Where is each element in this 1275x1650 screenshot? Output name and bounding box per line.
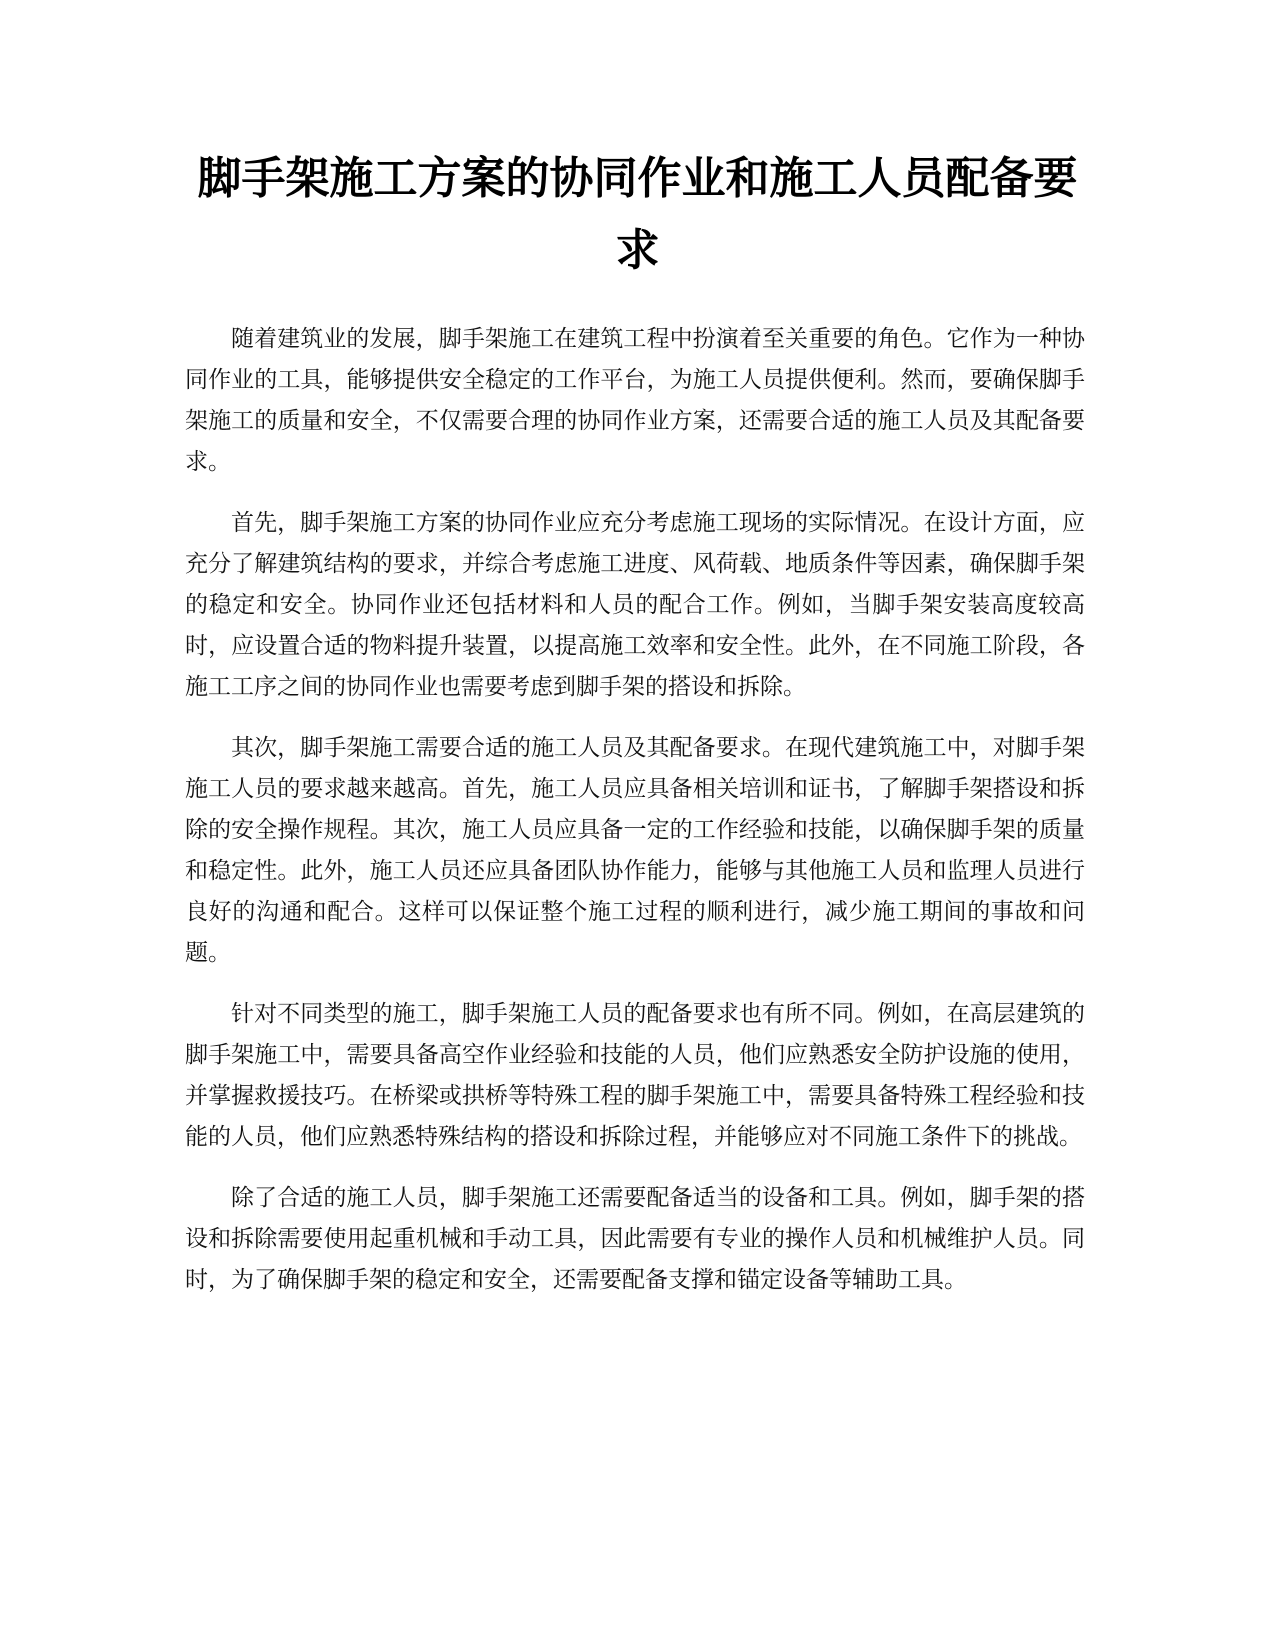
document-title: 脚手架施工方案的协同作业和施工人员配备要求 [197,153,1078,276]
paragraph-2: 首先，脚手架施工方案的协同作业应充分考虑施工现场的实际情况。在设计方面，应充分了解建筑结构的要求，并综合考虑施工进度、风荷载、地质条件等因素，确保脚手架的稳定和安全。协同作业还包括材料和人员的配合工作。例如，当脚手架安装高度较高时，应设置合适的物料提升装置，以提高施工效率和安全性。此外，在不同施工阶段，各施工工序之间的协同作业也需要考虑到脚手架的搭设和拆除。 [185,510,1085,700]
document-body [185,319,1085,1321]
paragraph-1: 随着建筑业的发展，脚手架施工在建筑工程中扮演着至关重要的角色。它作为一种协同作业的工具，能够提供安全稳定的工作平台，为施工人员提供便利。然而，要确保脚手架施工的质量和安全，不仅需要合理的协同作业方案，还需要合适的施工人员及其配备要求。 [185,326,1085,475]
paragraph-3: 其次，脚手架施工需要合适的施工人员及其配备要求。在现代建筑施工中，对脚手架施工人员的要求越来越高。首先，施工人员应具备相关培训和证书，了解脚手架搭设和拆除的安全操作规程。其次，施工人员应具备一定的工作经验和技能，以确保脚手架的质量和稳定性。此外，施工人员还应具备团队协作能力，能够与其他施工人员和监理人员进行良好的沟通和配合。这样可以保证整个施工过程的顺利进行，减少施工期间的事故和问题。 [185,735,1085,966]
paragraph-5: 除了合适的施工人员，脚手架施工还需要配备适当的设备和工具。例如，脚手架的搭设和拆除需要使用起重机械和手动工具，因此需要有专业的操作人员和机械维护人员。同时，为了确保脚手架的稳定和安全，还需要配备支撑和锚定设备等辅助工具。 [185,1185,1085,1293]
paragraph-4: 针对不同类型的施工，脚手架施工人员的配备要求也有所不同。例如，在高层建筑的脚手架施工中，需要具备高空作业经验和技能的人员，他们应熟悉安全防护设施的使用，并掌握救援技巧。在桥梁或拱桥等特殊工程的脚手架施工中，需要具备特殊工程经验和技能的人员，他们应熟悉特殊结构的搭设和拆除过程，并能够应对不同施工条件下的挑战。 [185,1001,1085,1150]
